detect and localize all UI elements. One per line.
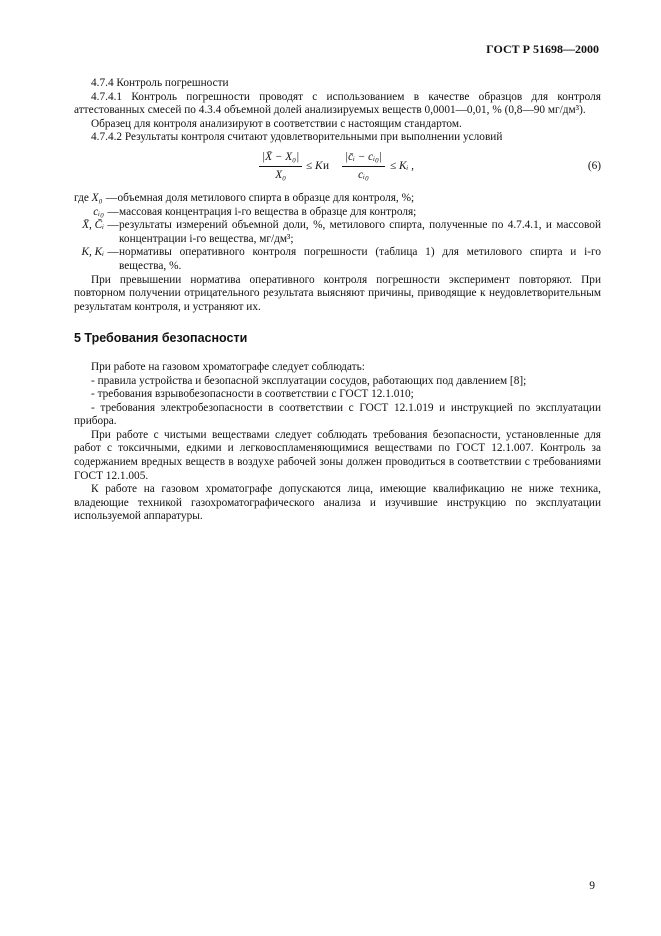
fraction-1-denominator: X₀ — [275, 168, 287, 181]
definition-dash: — — [105, 191, 118, 204]
page-number: 9 — [589, 880, 595, 892]
document-code: ГОСТ Р 51698—2000 — [486, 42, 599, 56]
definition-dash: — — [107, 219, 119, 232]
relation-1: ≤ K — [306, 159, 323, 172]
fraction-1 — [259, 151, 302, 182]
definition-symbol: cᵢ₀ — [93, 205, 104, 218]
fraction-1-numerator: |X̄ − X₀| — [259, 151, 302, 167]
section-5-heading: 5 Требования безопасности — [74, 331, 248, 346]
definition-text: результаты измерений объемной доли, %, метилового спирта, полученные по 4.7.4.1, и массовой концентрации i-го вещества, мг/дм³; — [119, 219, 601, 245]
formula-6 — [74, 148, 601, 190]
repeat-experiment-paragraph: При превышении норматива оперативного контроля погрешности эксперимент повторяют. При повторном получении отрицательного результата выясняют причины, приводящие к неудовлетворительным результатам контроля, и устраняют их. — [74, 273, 601, 313]
definition-row — [74, 206, 601, 220]
definition-symbol: K, Kᵢ — [81, 246, 104, 259]
clause-4-7-4-1: 4.7.4.1 Контроль погрешности проводят с использованием в качестве образцов для контроля аттестованных смесей по 4.3.4 объемной долей анализируемых веществ 0,0001—0,01, % (0,8—90 мг/дм³). — [74, 90, 601, 117]
definition-text: объемная доля метилового спирта в образце для контроля, %; — [117, 191, 415, 204]
safety-list-item: - требования электробезопасности в соответствии с ГОСТ 12.1.019 и инструкцией по эксплуатации прибора. — [74, 401, 601, 428]
fraction-2-denominator: cᵢ₀ — [358, 168, 369, 181]
definition-dash: — — [107, 246, 119, 259]
definition-symbol: X₀ — [91, 191, 103, 204]
definitions-list — [74, 192, 601, 274]
definition-text: нормативы оперативного контроля погрешности (таблица 1) для метилового спирта и i-го вещества, %. — [119, 246, 601, 272]
personnel-admission-paragraph: К работе на газовом хроматографе допускаются лица, имеющие квалификацию не ниже техника, владеющие техникой газохроматографического анализа и изучившие инструкцию по эксплуатации используемой аппаратуры. — [74, 483, 601, 523]
definition-row — [74, 192, 601, 206]
conjunction: и — [323, 159, 330, 172]
page-content — [74, 77, 601, 524]
fraction-2 — [342, 151, 385, 182]
safety-list-item: - правила устройства и безопасной эксплуатации сосудов, работающих под давлением [8]; — [91, 374, 527, 387]
definition-dash: — — [107, 205, 119, 218]
clause-4-7-4-2: 4.7.4.2 Результаты контроля считают удовлетворительными при выполнении условий — [91, 131, 503, 144]
fraction-2-numerator: |c̄ᵢ − cᵢ₀| — [342, 151, 385, 167]
equation-number: (6) — [587, 159, 601, 172]
definition-text: массовая концентрация i-го вещества в образце для контроля; — [119, 205, 417, 218]
definition-row — [74, 246, 601, 273]
safety-intro: При работе на газовом хроматографе следует соблюдать: — [91, 360, 365, 373]
pure-substances-paragraph: При работе с чистыми веществами следует соблюдать требования безопасности, установленные для работ с токсичными, едкими и легковоспламеняющимися веществами по ГОСТ 12.1.007. Контроль за содержанием вредных веществ в воздухе рабочей зоны должен проводиться в соответствии с требованиями ГОСТ 12.1.005. — [74, 428, 601, 482]
relation-2: ≤ Kᵢ , — [390, 159, 414, 172]
clause-title: 4.7.4 Контроль погрешности — [91, 77, 229, 89]
control-sample-paragraph: Образец для контроля анализируют в соответствии с настоящим стандартом. — [91, 117, 462, 130]
safety-list-item: - требования взрывобезопасности в соответствии с ГОСТ 12.1.010; — [91, 388, 414, 401]
definition-symbol: X̄, C̄ᵢ — [82, 219, 104, 232]
definition-where: где X₀ — [74, 191, 103, 204]
definition-row — [74, 219, 601, 246]
